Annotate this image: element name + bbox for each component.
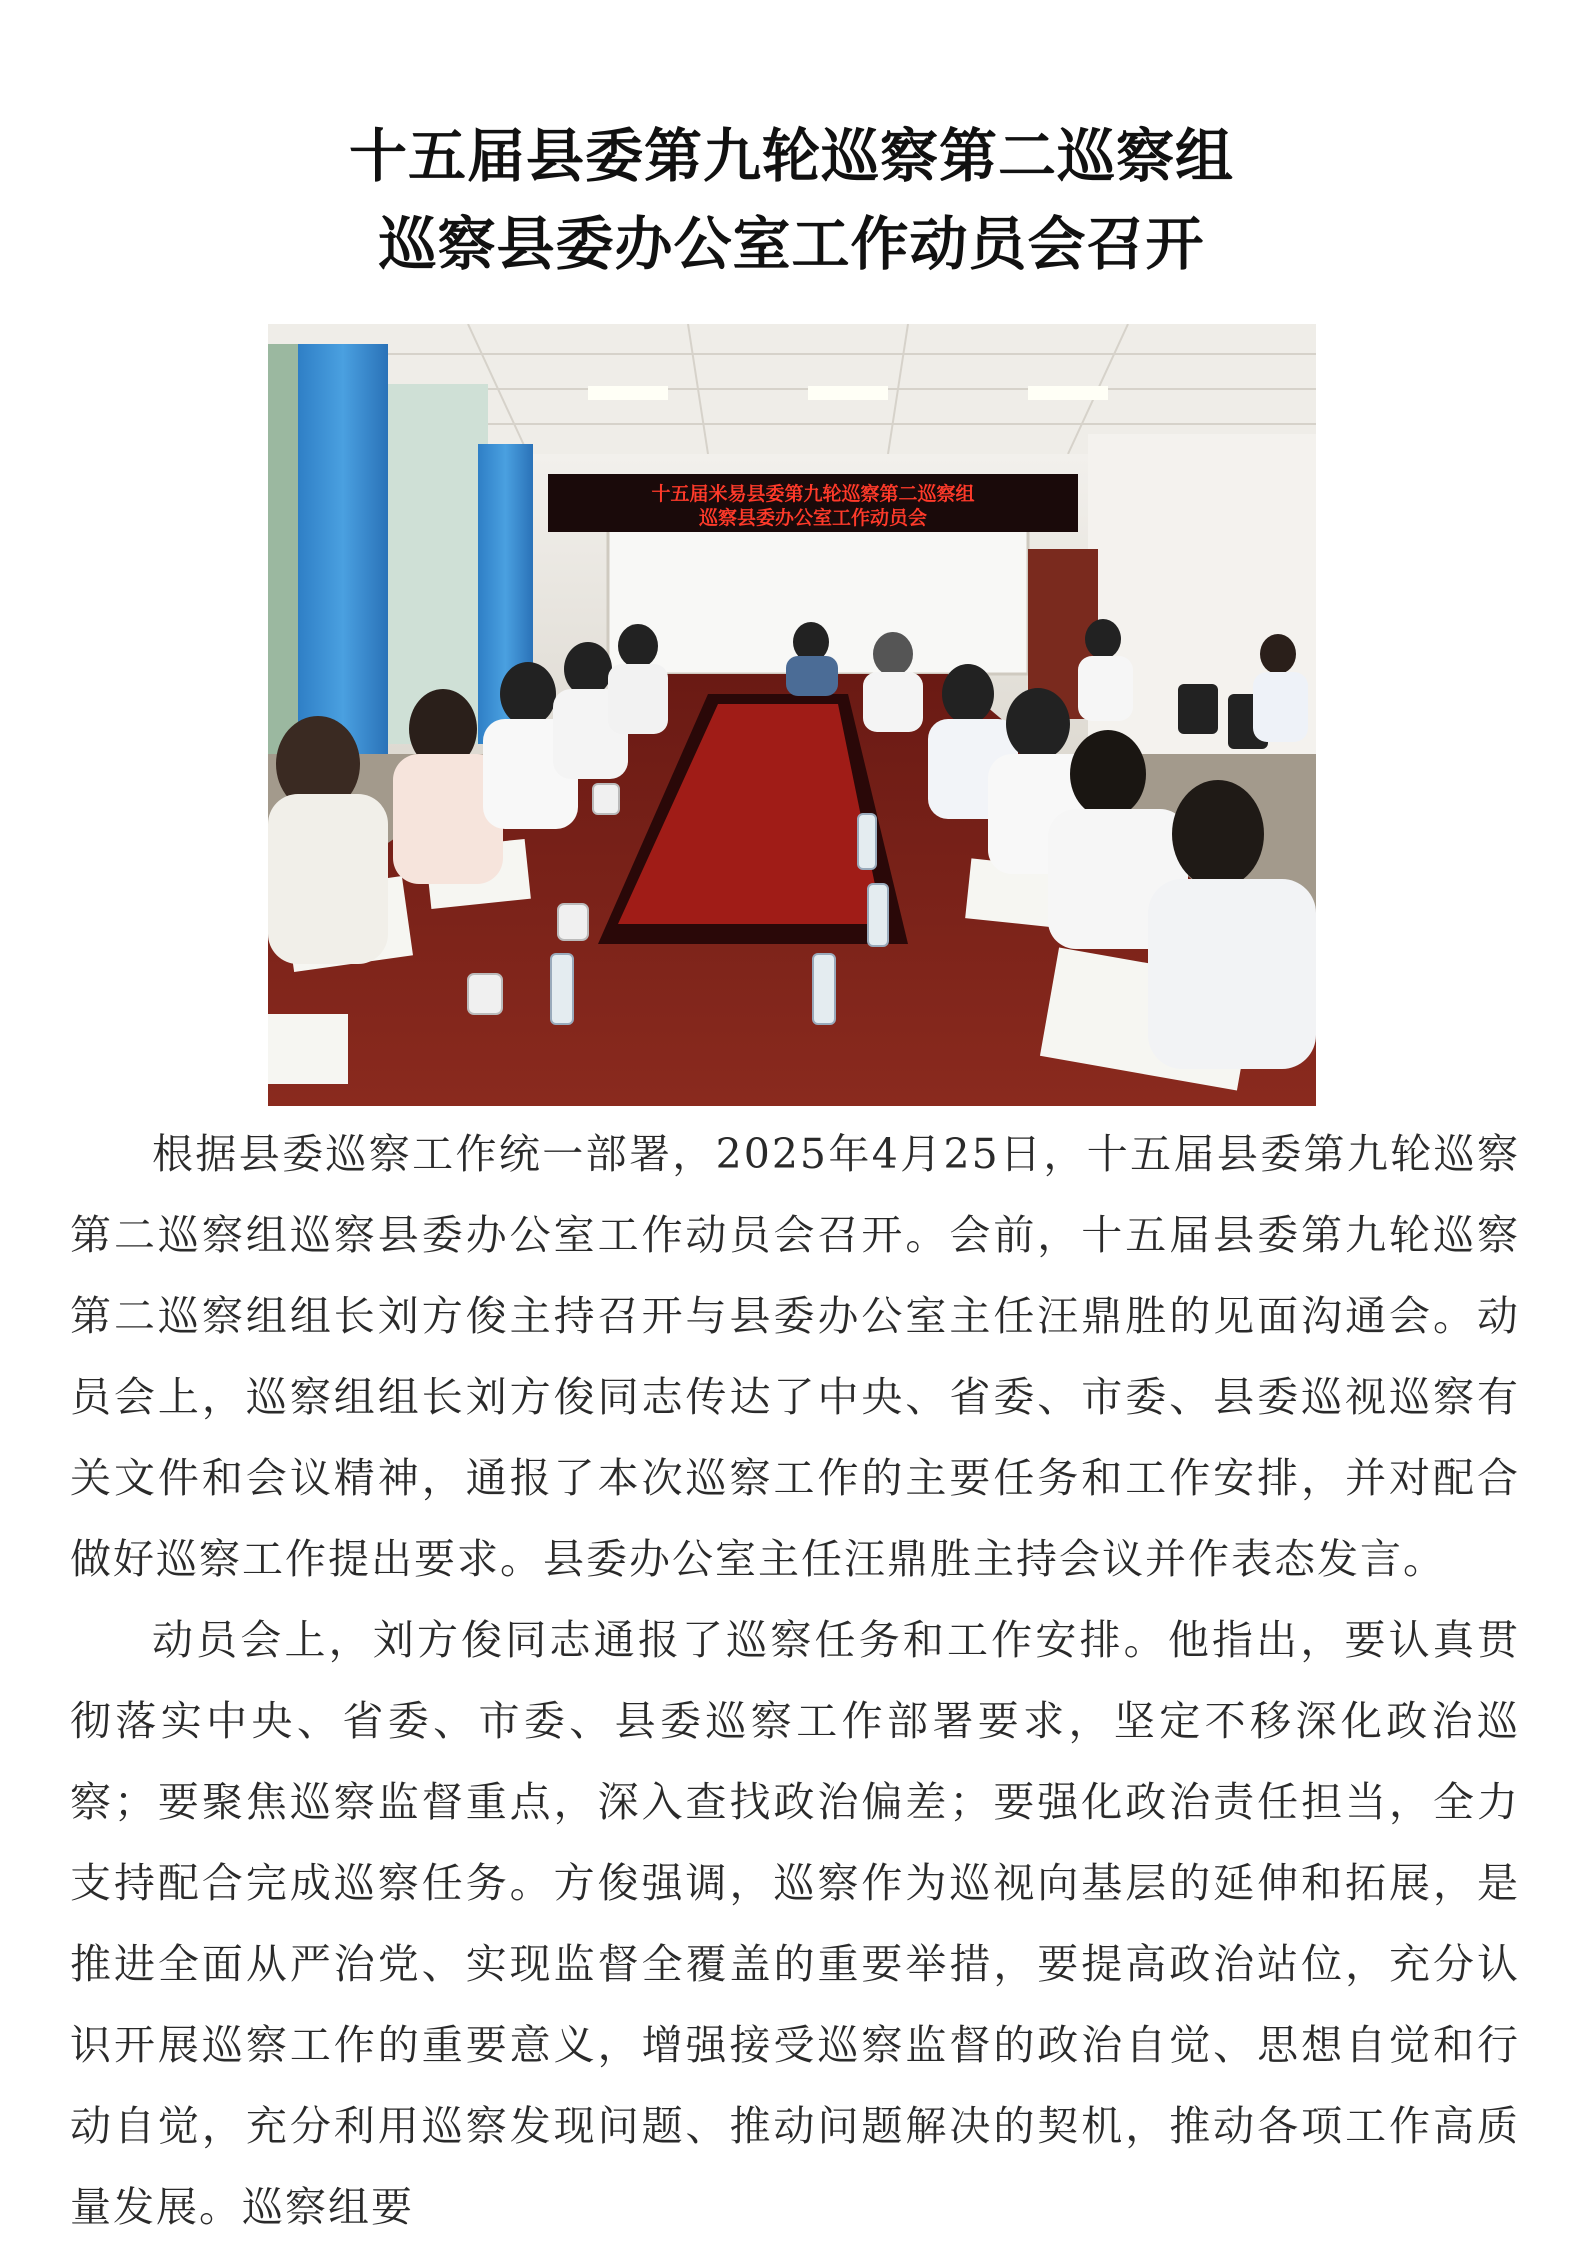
paragraph-2: 动员会上，刘方俊同志通报了巡察任务和工作安排。他指出，要认真贯彻落实中央、省委、市委、县委巡察工作部署要求，坚定不移深化政治巡察；要聚焦巡察监督重点，深入查找政治偏差；要强化政治责任担当，全力支持配合完成巡察任务。方俊强调，巡察作为巡视向基层的延伸和拓展，是推进全面从严治党、实现监督全覆盖的重要举措，要提高政治站位，充分认识开展巡察工作的重要意义，增强接受巡察监督的政治自觉、思想自觉和行动自觉，充分利用巡察发现问题、推动问题解决的契机，推动各项工作高质量发展。巡察组要 [70, 1616, 1520, 2231]
article-title-line2: 巡察县委办公室工作动员会召开 [378, 209, 1205, 278]
banner-line1: 十五届米易县委第九轮巡察第二巡察组 [651, 483, 975, 505]
meeting-photo [268, 324, 1316, 1106]
paragraph-1: 根据县委巡察工作统一部署，2025年4月25日，十五届县委第九轮巡察第二巡察组巡察县委办公室工作动员会召开。会前，十五届县委第九轮巡察第二巡察组组长刘方俊主持召开与县委办公室主任汪鼎胜的见面沟通会。动员会上，巡察组组长刘方俊同志传达了中央、省委、市委、县委巡视巡察有关文件和会议精神，通报了本次巡察工作的主要任务和工作安排，并对配合做好巡察工作提出要求。县委办公室主任汪鼎胜主持会议并作表态发言。 [70, 1130, 1520, 1583]
article-title-line1: 十五届县委第九轮巡察第二巡察组 [348, 121, 1234, 190]
banner-line2: 巡察县委办公室工作动员会 [698, 507, 928, 529]
